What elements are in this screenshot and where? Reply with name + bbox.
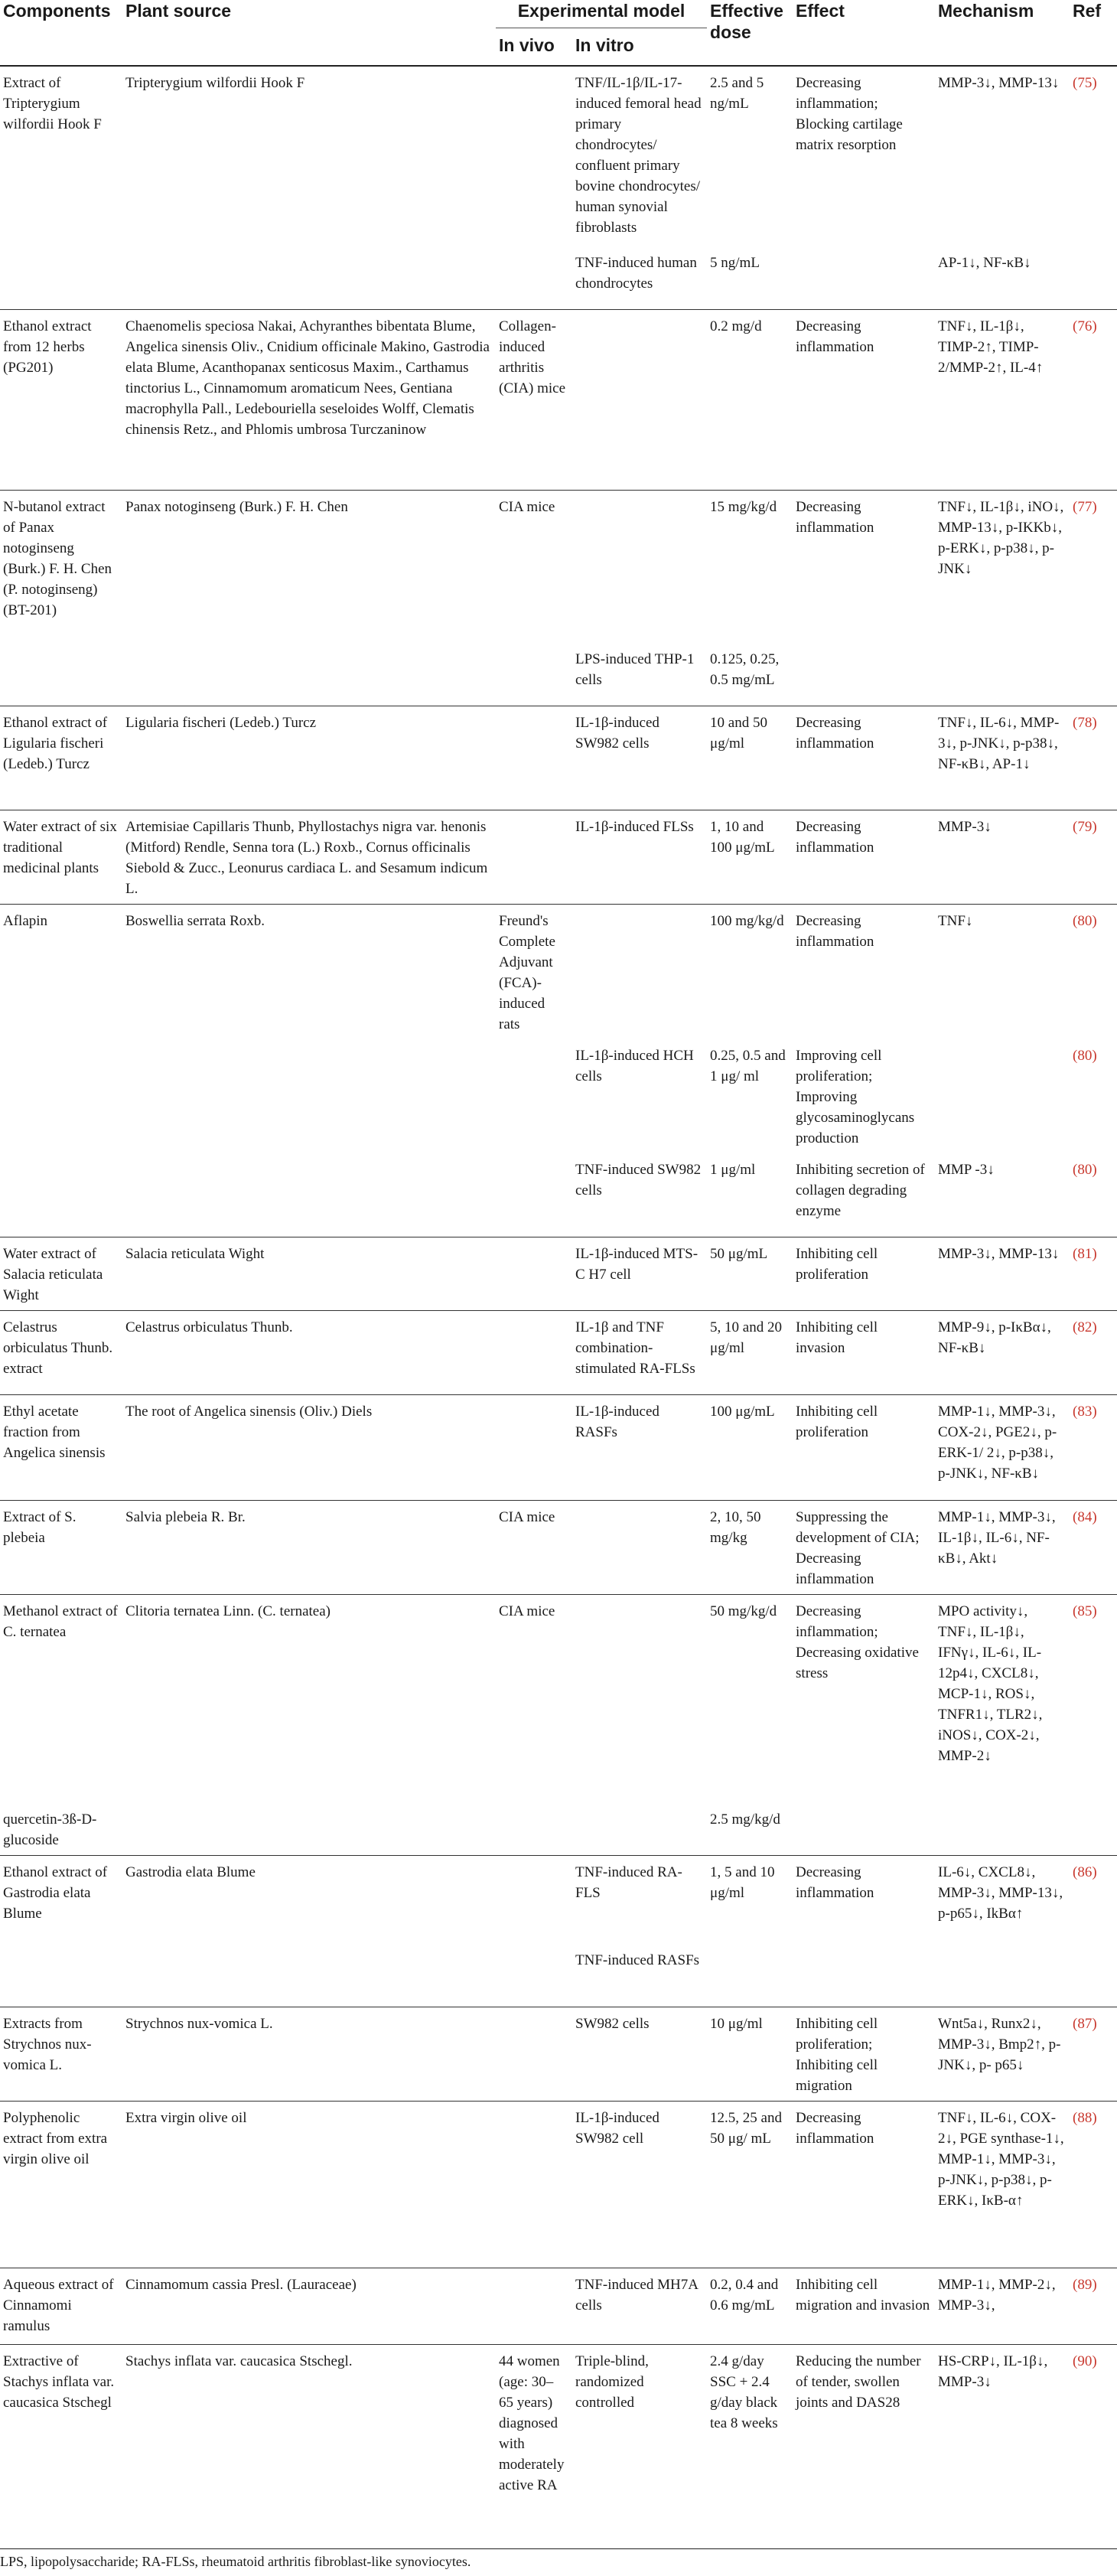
effect-cell xyxy=(793,1944,935,2007)
in-vivo-cell xyxy=(496,1855,572,1944)
effect-cell: Inhibiting cell migration and invasion xyxy=(796,2276,930,2314)
in-vivo-cell xyxy=(496,1153,572,1237)
table-row xyxy=(0,1595,1117,1803)
effect-cell: Improving cell proliferation; Improving glycosaminoglycans production xyxy=(796,1047,915,1146)
plant-source-cell: Boswellia serrata Roxb. xyxy=(125,912,265,929)
mechanism-cell: TNF↓, IL-1β↓, TIMP-2↑, TIMP-2/MMP-2↑, IL-4↑ xyxy=(938,318,1044,376)
component-cell: Methanol extract of C. ternatea xyxy=(3,1603,118,1640)
effect-cell: Decreasing inflammation xyxy=(796,498,874,536)
in-vitro-cell: IL-1β-induced RASFs xyxy=(575,1404,659,1440)
mechanism-cell: MMP-1↓, MMP-2↓, MMP-3↓, xyxy=(938,2276,1056,2314)
component-cell: Ethanol extract of Ligularia fischeri (Ledeb.) Turcz xyxy=(3,714,108,772)
in-vitro-cell: TNF-induced human chondrocytes xyxy=(575,255,697,292)
table-row xyxy=(0,904,1117,1039)
component-cell: Water extract of six traditional medicinal plants xyxy=(3,818,117,876)
dose-cell: 5 ng/mL xyxy=(710,255,760,271)
plant-source-cell xyxy=(122,1153,496,1237)
ref-cell[interactable]: (76) xyxy=(1073,318,1097,334)
ref-cell[interactable]: (90) xyxy=(1073,2353,1097,2369)
mechanism-cell xyxy=(935,1944,1070,2007)
table-row xyxy=(0,66,1117,246)
in-vivo-cell xyxy=(496,810,572,904)
table-body xyxy=(0,66,1117,2522)
in-vivo-cell: 44 women (age: 30–65 years) diagnosed with moderately active RA xyxy=(499,2353,565,2493)
table-row xyxy=(0,490,1117,643)
component-cell: Aqueous extract of Cinnamomi ramulus xyxy=(3,2276,114,2334)
plant-source-cell: Artemisiae Capillaris Thunb, Phyllostachys nigra var. henonis (Mitford) Rendle, Senna tora (L.) Roxb., Cornus officinalis Siebold & Zucc., Leonurus cardiaca L. and Sesamum indicum L. xyxy=(125,818,488,897)
component-cell: Aflapin xyxy=(3,912,48,929)
effect-cell: Reducing the number of tender, swollen joints and DAS28 xyxy=(796,2353,921,2411)
table-row xyxy=(0,1803,1117,1856)
mechanism-cell: TNF↓, IL-6↓, MMP-3↓, p-JNK↓, p-p38↓, NF-κB↓, AP-1↓ xyxy=(938,714,1060,772)
mechanism-cell: MPO activity↓, TNF↓, IL-1β↓, IFNγ↓, IL-6↓, IL-12p4↓, CXCL8↓, MCP-1↓, ROS↓, TNFR1↓, TLR2↓, iNOS↓, COX-2↓, MMP-2↓ xyxy=(938,1603,1043,1764)
col-header-components: Components xyxy=(3,1,111,21)
in-vitro-cell xyxy=(572,904,707,1039)
mechanism-cell: TNF↓, IL-6↓, COX-2↓, PGE synthase-1↓, MMP-1↓, MMP-3↓, p-JNK↓, p-p38↓, p-ERK↓, IκB-α↑ xyxy=(938,2109,1064,2209)
dose-cell: 50 mg/kg/d xyxy=(710,1603,777,1619)
in-vitro-cell: TNF-induced RA-FLS xyxy=(575,1864,682,1901)
table-footnote: LPS, lipopolysaccharide; RA-FLSs, rheumatoid arthritis fibroblast-like synoviocytes. xyxy=(0,2548,1117,2570)
in-vitro-cell: LPS-induced THP-1 cells xyxy=(575,651,695,688)
component-cell: Ethyl acetate fraction from Angelica sinensis xyxy=(3,1404,106,1461)
ref-cell[interactable]: (78) xyxy=(1073,714,1097,731)
in-vitro-cell xyxy=(572,490,707,643)
col-header-effect: Effect xyxy=(796,1,845,21)
dose-cell: 2.4 g/day SSC + 2.4 g/day black tea 8 weeks xyxy=(710,2353,778,2431)
effect-cell: Inhibiting cell proliferation; Inhibiting cell migration xyxy=(796,2015,878,2094)
dose-cell: 10 and 50 μg/ml xyxy=(710,714,767,752)
plant-source-cell: Clitoria ternatea Linn. (C. ternatea) xyxy=(125,1603,331,1619)
ref-cell[interactable]: (84) xyxy=(1073,1509,1097,1525)
dose-cell: 15 mg/kg/d xyxy=(710,498,777,515)
ref-cell[interactable]: (86) xyxy=(1073,1864,1097,1880)
plant-source-cell: Tripterygium wilfordii Hook F xyxy=(125,75,305,91)
in-vitro-cell: Triple-blind, randomized controlled xyxy=(575,2353,649,2411)
effect-cell: Inhibiting cell proliferation xyxy=(796,1404,878,1440)
effect-cell: Decreasing inflammation; Decreasing oxidative stress xyxy=(796,1603,919,1681)
plant-source-cell xyxy=(122,1803,496,1856)
effect-cell: Inhibiting cell proliferation xyxy=(796,1246,878,1283)
mechanism-cell xyxy=(935,643,1070,706)
ref-cell[interactable]: (81) xyxy=(1073,1246,1097,1262)
component-cell xyxy=(0,1153,122,1237)
dose-cell: 0.25, 0.5 and 1 μg/ ml xyxy=(710,1047,786,1084)
in-vivo-cell xyxy=(496,1311,572,1395)
plant-source-cell: Extra virgin olive oil xyxy=(125,2109,247,2126)
in-vivo-cell xyxy=(496,1944,572,2007)
mechanism-cell: MMP -3↓ xyxy=(938,1161,995,1178)
in-vivo-cell xyxy=(496,643,572,706)
plant-source-cell: Chaenomelis speciosa Nakai, Achyranthes bibentata Blume, Angelica sinensis Oliv., Cnidium officinale Makino, Gastrodia elata Blume, Acanthopanax senticosus Maxim., Carthamus tinctorius L., Cinnamomum aromaticum Nees, Gentiana macrophylla Pall., Ledebouriella seseloides Wolff, Clematis chinensis Retz., and Phlomis umbrosa Turczaninow xyxy=(125,318,490,438)
in-vitro-cell: IL-1β-induced SW982 cell xyxy=(575,2109,659,2147)
ref-cell[interactable]: (88) xyxy=(1073,2109,1097,2126)
mechanism-cell: MMP-1↓, MMP-3↓, IL-1β↓, IL-6↓, NF-κB↓, Akt↓ xyxy=(938,1509,1056,1567)
component-cell: Extract of Tripterygium wilfordii Hook F xyxy=(3,75,102,132)
dose-cell: 0.2, 0.4 and 0.6 mg/mL xyxy=(710,2276,779,2314)
mechanism-cell xyxy=(935,1803,1070,1856)
col-header-ref: Ref xyxy=(1073,1,1102,21)
in-vivo-cell xyxy=(496,706,572,810)
col-header-plant-source: Plant source xyxy=(125,1,232,21)
effect-cell xyxy=(793,1803,935,1856)
table-row xyxy=(0,1039,1117,1153)
component-cell xyxy=(0,246,122,309)
ref-cell xyxy=(1070,643,1117,706)
table-row xyxy=(0,643,1117,706)
mechanism-cell: Wnt5a↓, Runx2↓, MMP-3↓, Bmp2↑, p-JNK↓, p- p65↓ xyxy=(938,2015,1061,2073)
effect-cell: Inhibiting cell invasion xyxy=(796,1319,878,1356)
effect-cell: Decreasing inflammation xyxy=(796,1864,874,1901)
mechanism-cell: TNF↓, IL-1β↓, iNO↓, MMP-13↓, p-IKKb↓, p-ERK↓, p-p38↓, p-JNK↓ xyxy=(938,498,1064,577)
plant-source-cell xyxy=(122,1039,496,1153)
in-vitro-cell: IL-1β-induced HCH cells xyxy=(575,1047,694,1084)
ref-cell[interactable]: (82) xyxy=(1073,1319,1097,1335)
ref-cell xyxy=(1070,1803,1117,1856)
dose-cell: 100 mg/kg/d xyxy=(710,912,784,929)
ref-cell[interactable]: (80) xyxy=(1073,1047,1097,1064)
col-header-mechanism: Mechanism xyxy=(938,1,1034,21)
table-row xyxy=(0,309,1117,490)
dose-cell: 2, 10, 50 mg/kg xyxy=(710,1509,761,1546)
in-vitro-cell: TNF-induced RASFs xyxy=(575,1952,700,1968)
table-row xyxy=(0,706,1117,810)
effect-cell: Decreasing inflammation; Blocking cartilage matrix resorption xyxy=(796,75,903,153)
table-row xyxy=(0,246,1117,309)
in-vivo-cell xyxy=(496,1395,572,1501)
mechanism-cell: MMP-3↓, MMP-13↓ xyxy=(938,1246,1060,1262)
dose-cell: 2.5 and 5 ng/mL xyxy=(710,75,764,112)
mechanism-cell: IL-6↓, CXCL8↓, MMP-3↓, MMP-13↓, p-p65↓, IkBα↑ xyxy=(938,1864,1063,1922)
component-cell: Extractive of Stachys inflata var. caucasica Stschegl xyxy=(3,2353,115,2411)
in-vitro-cell xyxy=(572,309,707,490)
in-vitro-cell: TNF-induced SW982 cells xyxy=(575,1161,702,1198)
in-vivo-cell: CIA mice xyxy=(499,1509,555,1525)
component-cell: Water extract of Salacia reticulata Wight xyxy=(3,1246,103,1303)
table-row xyxy=(0,2007,1117,2101)
in-vitro-cell: IL-1β-induced SW982 cells xyxy=(575,714,659,752)
plant-source-cell: Cinnamomum cassia Presl. (Lauraceae) xyxy=(125,2276,357,2293)
mechanism-cell: MMP-9↓, p-IκBα↓, NF-κB↓ xyxy=(938,1319,1051,1356)
in-vivo-cell xyxy=(496,2268,572,2344)
ref-cell[interactable]: (80) xyxy=(1073,912,1097,929)
mechanism-cell: MMP-1↓, MMP-3↓, COX-2↓, PGE2↓, p-ERK-1/ 2↓, p-p38↓, p-JNK↓, NF-κB↓ xyxy=(938,1404,1057,1482)
component-cell: Ethanol extract of Gastrodia elata Blume xyxy=(3,1864,108,1922)
table-row xyxy=(0,2101,1117,2268)
in-vitro-cell xyxy=(572,1595,707,1803)
mechanism-cell: HS-CRP↓, IL-1β↓, MMP-3↓ xyxy=(938,2353,1048,2390)
component-cell: Extracts from Strychnos nux-vomica L. xyxy=(3,2015,92,2073)
component-cell xyxy=(0,643,122,706)
in-vivo-cell xyxy=(496,246,572,309)
in-vitro-cell xyxy=(572,1501,707,1595)
table-row xyxy=(0,1944,1117,2007)
effect-cell xyxy=(793,643,935,706)
ref-cell[interactable]: (75) xyxy=(1073,75,1097,91)
in-vivo-cell xyxy=(496,1039,572,1153)
component-cell xyxy=(0,1944,122,2007)
effect-cell: Decreasing inflammation xyxy=(796,714,874,752)
effect-cell: Decreasing inflammation xyxy=(796,2109,874,2147)
in-vitro-cell xyxy=(572,1803,707,1856)
plant-source-cell: Strychnos nux-vomica L. xyxy=(125,2015,273,2032)
ref-cell[interactable]: (80) xyxy=(1073,1161,1097,1178)
plant-source-cell: Gastrodia elata Blume xyxy=(125,1864,256,1880)
dose-cell: 12.5, 25 and 50 μg/ mL xyxy=(710,2109,782,2147)
plant-source-cell: Salacia reticulata Wight xyxy=(125,1246,265,1262)
in-vivo-cell: CIA mice xyxy=(499,498,555,515)
dose-cell: 10 μg/ml xyxy=(710,2015,763,2032)
dose-cell: 5, 10 and 20 μg/ml xyxy=(710,1319,782,1356)
in-vivo-cell: Collagen-induced arthritis (CIA) mice xyxy=(499,318,566,396)
ref-cell xyxy=(1070,246,1117,309)
dose-cell: 0.125, 0.25, 0.5 mg/mL xyxy=(710,651,780,688)
table-row xyxy=(0,1153,1117,1237)
plant-source-cell: The root of Angelica sinensis (Oliv.) Diels xyxy=(125,1404,373,1420)
dose-cell: 100 μg/mL xyxy=(710,1404,775,1420)
dose-cell: 1 μg/ml xyxy=(710,1161,756,1178)
plant-source-cell: Ligularia fischeri (Ledeb.) Turcz xyxy=(125,714,317,731)
table-row xyxy=(0,1855,1117,1944)
dose-cell: 1, 5 and 10 μg/ml xyxy=(710,1864,775,1901)
table-row xyxy=(0,1237,1117,1311)
table-row xyxy=(0,2344,1117,2522)
ref-cell[interactable]: (77) xyxy=(1073,498,1097,515)
component-cell: Celastrus orbiculatus Thunb. extract xyxy=(3,1319,113,1377)
dose-cell: 1, 10 and 100 μg/mL xyxy=(710,818,775,856)
component-cell: Polyphenolic extract from extra virgin olive oil xyxy=(3,2109,108,2167)
table-row xyxy=(0,1395,1117,1501)
in-vivo-cell: CIA mice xyxy=(499,1603,555,1619)
in-vivo-cell: Freund's Complete Adjuvant (FCA)-induced rats xyxy=(499,912,555,1032)
in-vitro-cell: TNF-induced MH7A cells xyxy=(575,2276,698,2314)
ref-cell[interactable]: (89) xyxy=(1073,2276,1097,2293)
mechanism-cell: AP-1↓, NF-κB↓ xyxy=(938,255,1031,271)
ref-cell[interactable]: (83) xyxy=(1073,1404,1097,1420)
effect-cell: Inhibiting secretion of collagen degrading enzyme xyxy=(796,1161,925,1219)
mechanism-cell: TNF↓ xyxy=(938,912,973,929)
dose-cell: 0.2 mg/d xyxy=(710,318,762,334)
component-cell: N-butanol extract of Panax notoginseng (Burk.) F. H. Chen (P. notoginseng) (BT-201) xyxy=(3,498,112,618)
in-vitro-cell: IL-1β-induced MTS-C H7 cell xyxy=(575,1246,699,1283)
plant-source-cell: Celastrus orbiculatus Thunb. xyxy=(125,1319,293,1335)
table-row xyxy=(0,2268,1117,2344)
in-vitro-cell: IL-1β and TNF combination-stimulated RA-FLSs xyxy=(575,1319,695,1377)
component-cell: Ethanol extract from 12 herbs (PG201) xyxy=(3,318,92,376)
plant-source-cell xyxy=(122,246,496,309)
dose-cell: 50 μg/mL xyxy=(710,1246,768,1262)
table-row xyxy=(0,810,1117,904)
plant-source-cell: Stachys inflata var. caucasica Stschegl. xyxy=(125,2353,353,2369)
in-vitro-cell: IL-1β-induced FLSs xyxy=(575,818,694,835)
component-cell xyxy=(0,1039,122,1153)
plant-source-cell: Panax notoginseng (Burk.) F. H. Chen xyxy=(125,498,348,515)
plant-source-cell xyxy=(122,1944,496,2007)
in-vivo-cell xyxy=(496,66,572,246)
component-cell: Extract of S. plebeia xyxy=(3,1509,77,1546)
col-header-in-vivo: In vivo xyxy=(499,35,555,55)
table-row xyxy=(0,1501,1117,1595)
effect-cell: Decreasing inflammation xyxy=(796,912,874,950)
col-header-in-vitro: In vitro xyxy=(575,35,634,55)
in-vivo-cell xyxy=(496,2101,572,2268)
ref-cell[interactable]: (85) xyxy=(1073,1603,1097,1619)
dose-cell xyxy=(707,1944,793,2007)
dose-cell: 2.5 mg/kg/d xyxy=(710,1811,780,1828)
in-vitro-cell: TNF/IL-1β/IL-17-induced femoral head primary chondrocytes/ confluent primary bovine chondrocytes/ human synovial fibroblasts xyxy=(575,75,702,236)
table-row xyxy=(0,1311,1117,1395)
ref-cell xyxy=(1070,1944,1117,2007)
ref-cell[interactable]: (79) xyxy=(1073,818,1097,835)
in-vitro-cell: SW982 cells xyxy=(575,2015,650,2032)
effect-cell: Suppressing the development of CIA; Decreasing inflammation xyxy=(796,1509,920,1587)
plant-source-cell: Salvia plebeia R. Br. xyxy=(125,1509,246,1525)
in-vivo-cell xyxy=(496,1237,572,1311)
col-header-experimental-model: Experimental model xyxy=(496,0,707,28)
mechanism-cell: MMP-3↓ xyxy=(938,818,992,835)
component-cell: quercetin-3ß-D-glucoside xyxy=(3,1811,97,1848)
ref-cell[interactable]: (87) xyxy=(1073,2015,1097,2032)
in-vivo-cell xyxy=(496,2007,572,2101)
effect-cell xyxy=(793,246,935,309)
mechanism-cell xyxy=(935,1039,1070,1153)
col-header-effective-dose: Effective dose xyxy=(710,1,783,42)
effect-cell: Decreasing inflammation xyxy=(796,818,874,856)
effect-cell: Decreasing inflammation xyxy=(796,318,874,355)
in-vivo-cell xyxy=(496,1803,572,1856)
plant-source-cell xyxy=(122,643,496,706)
mechanism-cell: MMP-3↓, MMP-13↓ xyxy=(938,75,1060,91)
